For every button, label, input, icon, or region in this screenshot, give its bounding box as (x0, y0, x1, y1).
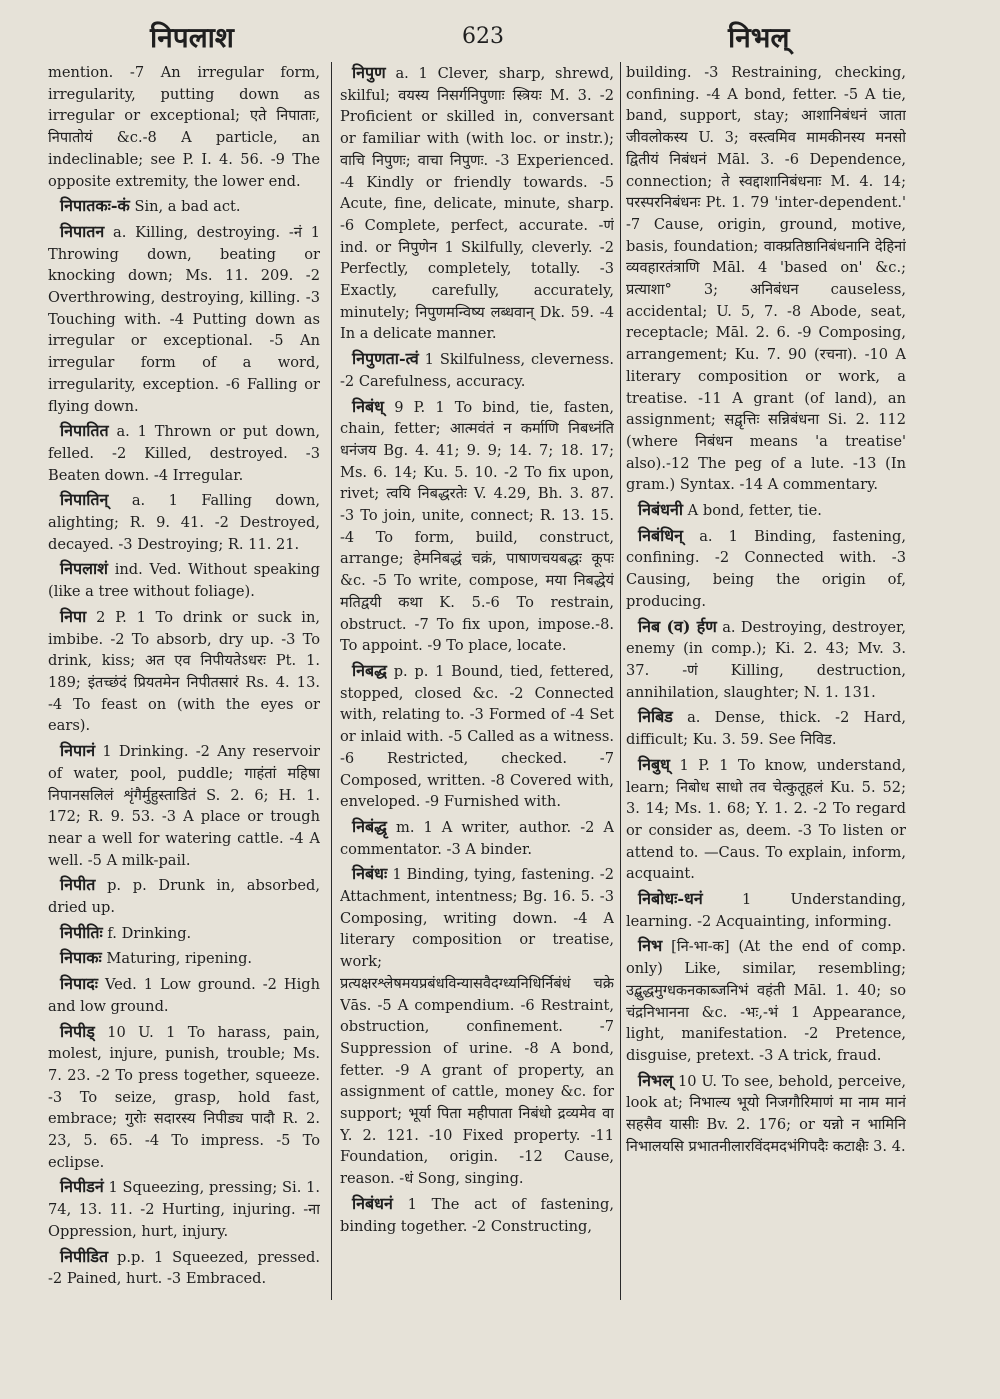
entry-definition: 9 P. 1 To bind, tie, fasten, chain, fetter; आत्मवंतं न कर्माणि निबध्नंति धनंजय Bg. 4. 41; 9. 9; 14. 7; 18. 17; Ms. 6. 14; Ku. 5. 10. -2 To fix upon, rivet; त्वयि निबद्धरतेः V. 4.29, Bh. 3. 87. -3 To join, unite, connect; R. 13. 15. -4 To form, build, construct, arrange; हेमनिबद्धं चक्रं, पाषाणचयबद्धः कूपः &c. -5 To write, compose, मया निबद्धेयं मतिद्वयी कथा K. 5.-6 To restrain, obstruct. -7 To fix upon, impose.-8. To appoint. -9 To place, locate. (340, 398, 614, 655)
entry-definition: a. Killing, destroying. -नं 1 Throwing down, beating or knocking down; Ms. 11. 209. -2 Overthrowing, destroying, killing. -3 Touching with. -4 Putting down as irregular or exceptional. -5 An irregular form of a word, irregularity, exception. -6 Falling or flying down. (48, 223, 320, 415)
dictionary-entry (626, 706, 906, 750)
entry-headword: निभ (638, 936, 663, 956)
dictionary-entry (340, 62, 614, 345)
entry-definition: Maturing, ripening. (106, 950, 253, 968)
entry-headword: निबुध् (638, 754, 671, 774)
entry-headword: निबंद्धृ (352, 816, 387, 836)
dictionary-entry (340, 816, 614, 860)
column-1 (48, 62, 320, 1302)
entry-headword: निपातिन् (60, 490, 109, 510)
column-3 (626, 62, 906, 1302)
entry-definition: a. 1 Thrown or put down, felled. -2 Killed, destroyed. -3 Beaten down. -4 Irregular. (48, 423, 320, 484)
entry-definition: 1 Squeezing, pressing; Si. 1. 74, 13. 11. -2 Hurting, injuring. -ना Oppression, hurt, injury. (48, 1179, 320, 1240)
entry-headword: निबिड (638, 707, 673, 727)
dictionary-entry (626, 499, 906, 522)
dictionary-entry (626, 525, 906, 613)
entry-definition: mention. -7 An irregular form, irregularity, putting down as irregular or exceptional; एते निपाताः, निपातोयं &c.-8 A particle, an indeclinable; see P. I. 4. 56. -9 The opposite extremity, the lower end. (48, 64, 320, 190)
dictionary-entry (340, 660, 614, 813)
column-2 (340, 62, 614, 1302)
dictionary-entry (340, 863, 614, 1190)
entry-definition: 1 Understanding, learning. -2 Acquainting, informing. (626, 891, 906, 930)
page-header (0, 14, 1000, 58)
entry-definition: p. p. 1 Bound, tied, fettered, stopped, closed &c. -2 Connected with, relating to. -3 Formed of -4 Set or inlaid with. -5 Called as a witness. -6 Restricted, checked. -7 Composed, written. -8 Covered with, enveloped. -9 Furnished with. (340, 662, 614, 811)
entry-headword: निपादः (60, 974, 98, 994)
entry-headword: निपीडित (60, 1246, 109, 1266)
guide-word-left: निपलाश (150, 21, 234, 54)
dictionary-entry (626, 754, 906, 885)
entry-headword: निबंधनं (352, 1193, 393, 1213)
entry-headword: निभल् (638, 1070, 674, 1090)
dictionary-entry (48, 1246, 320, 1290)
entry-definition: 1 The act of fastening, binding together. -2 Constructing, (340, 1195, 614, 1235)
entry-headword: निपीड् (60, 1021, 95, 1041)
entry-headword: निपीडनं (60, 1177, 104, 1197)
entry-definition: m. 1 A writer, author. -2 A commentator. -3 A binder. (340, 818, 614, 858)
entry-headword: निपातन (60, 221, 105, 241)
entry-definition: 1 Skilfulness, cleverness. -2 Carefulness, accuracy. (340, 351, 614, 390)
entry-headword: निपीतिः (60, 922, 103, 942)
dictionary-entry (48, 973, 320, 1017)
dictionary-entry (626, 1070, 906, 1158)
entry-headword: निपा (60, 606, 87, 626)
entry-definition: 1 Binding, tying, fastening. -2 Attachment, intentness; Bg. 16. 5. -3 Composing, writing down. -4 A literary composition or treatise, work; प्रत्यक्षरश्लेषमयप्रबंधविन्यासवैदग्ध्यनिधिर्निबंधं चक्रे Vās. -5 A compendium. -6 Restraint, obstruction, confinement. -7 Suppression of urine. -8 A bond, fetter. -9 A grant of property, an assignment of cattle, money &c. for support; भूर्या पिता महीपाता निबंधो द्रव्यमेव वा Y. 2. 121. -10 Fixed property. -11 Foundation, origin. -12 Cause, reason. -धं Song, singing. (340, 866, 614, 1188)
dictionary-entry (48, 606, 320, 737)
entry-definition: 1 Drinking. -2 Any reservoir of water, pool, puddle; गाहंतां महिषा निपानसलिलं शृंगैर्मुहुस्ताडितं S. 2. 6; H. 1. 172; R. 9. 53. -3 A place or trough near a well for watering cattle. -4 A well. -5 A milk-pail. (48, 743, 320, 869)
entry-definition: p. p. Drunk in, absorbed, dried up. (48, 877, 320, 917)
dictionary-entry (48, 922, 320, 945)
dictionary-entry (340, 348, 614, 392)
dictionary-entry (48, 558, 320, 602)
dictionary-entry (48, 489, 320, 555)
page-number: 623 (462, 24, 504, 49)
entry-headword: निबोधः-धनं (638, 889, 703, 909)
dictionary-entry (626, 935, 906, 1066)
entry-headword: निपातकः-कं (60, 196, 130, 216)
entry-headword: निबंध् (352, 396, 385, 416)
column-divider-2 (620, 62, 621, 1300)
dictionary-entry (48, 420, 320, 486)
dictionary-entry (340, 1193, 614, 1237)
entry-definition: a. Destroying, destroyer, enemy (in comp.); Ki. 2. 43; Mv. 3. 37. -णं Killing, destruction, annihilation, slaughter; N. 1. 131. (626, 618, 906, 701)
dictionary-entry (626, 62, 906, 496)
entry-definition: 10 U. 1 To harass, pain, molest, injure, punish, trouble; Ms. 7. 23. -2 To press together, squeeze. -3 To seize, grasp, hold fast, embrace; गुरोः सदारस्य निपीड्य पादौ R. 2. 23, 5. 65. -4 To impress. -5 To eclipse. (48, 1023, 320, 1171)
entry-definition: 1 P. 1 To know, understand, learn; निबोध साधो तव चेत्कुतूहलं Ku. 5. 52; 3. 14; Ms. 1. 68; Y. 1. 2. -2 To regard or consider as, deem. -3 To listen or attend to. —Caus. To explain, inform, acquaint. (626, 756, 906, 883)
dictionary-entry (48, 947, 320, 970)
entry-headword: निपीत (60, 875, 96, 895)
dictionary-entry (48, 1176, 320, 1242)
dictionary-entry (48, 221, 320, 417)
dictionary-entry (48, 740, 320, 871)
entry-definition: a. 1 Binding, fastening, confining. -2 Connected with. -3 Causing, being the origin of, producing. (626, 527, 906, 610)
dictionary-entry (340, 396, 614, 657)
entry-definition: 2 P. 1 To drink or suck in, imbibe. -2 To absorb, dry up. -3 To drink, kiss; अत एव निपीयतेऽधरः Pt. 1. 189; इंतच्छंदं प्रियतमेन निपीतसारं Rs. 4. 13. -4 To feast on (with the eyes or ears). (48, 608, 320, 735)
entry-headword: निबंधः (352, 864, 388, 884)
entry-headword: निबद्ध (352, 660, 387, 680)
entry-definition: 10 U. To see, behold, perceive, look at; निभाल्य भूयो निजगौरिमाणं मा नाम मानं सहसैव यासीः Bv. 2. 176; or यन्नो न भामिनि निभालयसि प्रभातनीलारविंदमदभंगिपदैः कटाक्षैः 3. 4. (626, 1072, 906, 1155)
entry-headword: निबंधनी (638, 500, 684, 520)
entry-definition: a. Dense, thick. -2 Hard, difficult; Ku. 3. 59. See निविड. (626, 709, 906, 749)
entry-definition: Ved. 1 Low ground. -2 High and low ground. (48, 976, 320, 1015)
dictionary-entry (626, 616, 906, 704)
column-divider-1 (331, 62, 332, 1300)
entry-headword: निपुणता-त्वं (352, 349, 419, 369)
entry-definition: p.p. 1 Squeezed, pressed. -2 Pained, hurt. -3 Embraced. (48, 1248, 320, 1288)
entry-headword: निब (व) र्हण (638, 616, 717, 636)
entry-definition: building. -3 Restraining, checking, confining. -4 A bond, fetter. -5 A tie, band, support, stay; आशानिबंधनं जाता जीवलोकस्य U. 3; वस्त्वमिव मामकीनस्य मनसो द्वितीयं निबंधनं Māl. 3. -6 Dependence, connection; ते स्वद्दाशानिबंधनाः M. 4. 14; परस्परनिबंधनः Pt. 1. 79 'inter-dependent.' -7 Cause, origin, ground, motive, basis, foundation; वाक्प्रतिष्ठानिबंधनानि देहिनां व्यवहारतंत्राणि Māl. 4 'based on' &c.; प्रत्याशा° 3; अनिबंधन causeless, accidental; U. 5, 7. -8 Abode, seat, receptacle; Māl. 2. 6. -9 Composing, arrangement; Ku. 7. 90 (रचना). -10 A literary composition or work, a treatise. -11 A grant (of land), an assignment; सद्वृत्तिः सन्निबंधना Si. 2. 112 (where निबंधन means 'a treatise' also).-12 The peg of a lute. -13 (In gram.) Syntax. -14 A commentary. (626, 64, 906, 494)
entry-headword: निपानं (60, 741, 96, 761)
entry-headword: निपुण (352, 63, 386, 82)
entry-headword: निबंधिन् (638, 525, 684, 545)
guide-word-right: निभल् (728, 21, 790, 54)
dictionary-entry (48, 195, 320, 218)
entry-headword: निपाकः (60, 948, 102, 968)
entry-definition: f. Drinking. (107, 924, 192, 942)
dictionary-entry (48, 62, 320, 192)
entry-definition: a. 1 Falling down, alighting; R. 9. 41. -2 Destroyed, decayed. -3 Destroying; R. 11. 21. (48, 492, 320, 553)
entry-headword: निपातित (60, 421, 109, 441)
dictionary-entry (626, 888, 906, 932)
entry-definition: A bond, fetter, tie. (687, 502, 822, 520)
entry-definition: a. 1 Clever, sharp, shrewd, skilful; वयस्य निसर्गनिपुणाः स्त्रियः M. 3. -2 Proficient or skilled in, conversant or familiar with (with loc. or instr.); वाचि निपुणः; वाचा निपुणः. -3 Experienced. -4 Kindly or friendly towards. -5 Acute, fine, delicate, minute, sharp. -6 Complete, perfect, accurate. -णं ind. or निपुणेन 1 Skilfully, cleverly. -2 Perfectly, completely, totally. -3 Exactly, carefully, accurately, minutely; निपुणमन्विष्य लब्धवान् Dk. 59. -4 In a delicate manner. (340, 65, 614, 343)
dictionary-entry (48, 1021, 320, 1174)
entry-definition: Sin, a bad act. (134, 198, 241, 216)
entry-headword: निपलाशं (60, 559, 108, 579)
entry-definition: [नि-भा-क] (At the end of comp. only) Like, similar, resembling; उद्बुद्धमुग्धकनकाब्जनिभं वहंती Māl. 1. 40; so चंद्रनिभानना &c. -भः,-भं 1 Appearance, light, manifestation. -2 Pretence, disguise, pretext. -3 A trick, fraud. (626, 938, 906, 1064)
entry-definition: ind. Ved. Without speaking (like a tree without foliage). (48, 561, 320, 601)
dictionary-entry (48, 874, 320, 918)
